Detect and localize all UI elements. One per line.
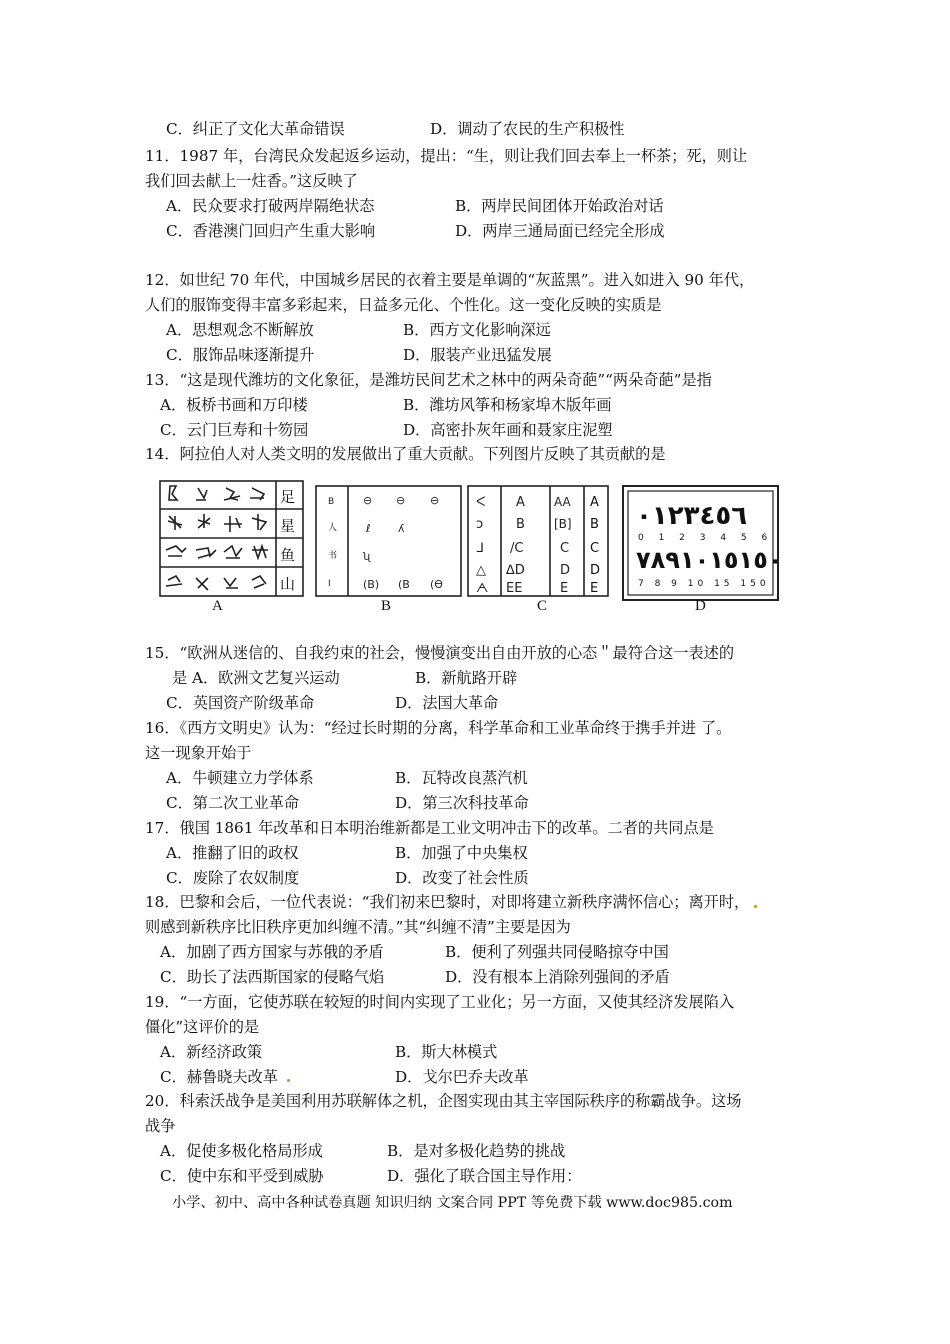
svg-text:⊖: ⊖: [363, 494, 373, 507]
q12-option-c: C．服饰品味逐渐提升: [166, 346, 315, 364]
q12-option-b: B．西方文化影响深远: [403, 321, 551, 339]
q11-option-b: B．两岸民间团体开始政治对话: [455, 197, 664, 215]
svg-text:EE: EE: [506, 581, 523, 596]
svg-text:AA: AA: [554, 495, 571, 509]
q16-option-c: C．第二次工业革命: [166, 794, 300, 812]
svg-text:(B): (B): [363, 578, 380, 591]
q14-image-d-digits-bottom: 7 8 9 10 15 150: [638, 579, 770, 589]
q10-option-d: D．调动了农民的生产积极性: [430, 120, 625, 138]
q20-option-d: D．强化了联合国主导作用：: [387, 1167, 582, 1185]
q15-stem-line1: 15．“欧洲从迷信的、自我约束的社会，慢慢演变出自由开放的心态＂最符合这一表述的: [145, 644, 735, 662]
svg-text:ʯ: ʯ: [363, 550, 371, 563]
svg-text:E: E: [560, 581, 569, 596]
q20-option-a: A．促使多极化格局形成: [160, 1142, 323, 1160]
q19-option-c: C．赫鲁晓夫改革: [160, 1068, 278, 1086]
svg-text:ℓ: ℓ: [366, 522, 371, 535]
q14-image-c-letter-e: E: [590, 581, 599, 596]
q18-option-a: A．加剧了西方国家与苏俄的矛盾: [160, 943, 384, 961]
q14-image-c-table: [468, 486, 608, 596]
q19-option-a: A．新经济政策: [160, 1043, 263, 1061]
q19-stem-line2: 僵化”这评价的是: [145, 1018, 260, 1036]
svg-text:B: B: [328, 497, 335, 507]
q16-stem-line2: 这一现象开始于: [145, 744, 252, 762]
svg-text:∆D: ∆D: [506, 563, 525, 578]
q13-option-b: B．潍坊风筝和杨家埠木版年画: [403, 396, 612, 414]
q16-stem-line1: 16．《西方文明史》认为：“经过长时期的分离，科学革命和工业革命终于携手并进 了。: [145, 719, 732, 737]
q17-option-a: A．推翻了旧的政权: [166, 844, 299, 862]
q13-stem: 13．“这是现代潍坊的文化象征，是潍坊民间艺术之林中的两朵奇葩”“两朵奇葩”是指: [145, 371, 712, 389]
q16-option-a: A．牛顿建立力学体系: [166, 769, 314, 787]
q14-image-c-letter-a: A: [590, 495, 599, 510]
q15-option-b: B．新航路开辟: [415, 669, 518, 687]
q14-image-a-glyph-mountain: 山: [280, 575, 296, 593]
svg-text:[B]: [B]: [554, 517, 572, 531]
q12-stem-line2: 人们的服饰变得丰富多彩起来，日益多元化、个性化。这一变化反映的实质是: [145, 296, 662, 314]
q13-option-c: C．云门巨寿和十笏园: [160, 421, 309, 439]
q14-image-c-letter-c: C: [590, 541, 600, 556]
q11-option-d: D．两岸三通局面已经完全形成: [455, 222, 665, 240]
q20-stem-line2: 战争: [145, 1117, 176, 1135]
q18-stem-line2: 则感到新秩序比旧秩序更加纠缠不清。”其“纠缠不清”主要是因为: [145, 918, 571, 936]
q12-option-d: D．服装产业迅猛发展: [403, 346, 552, 364]
q19-option-d: D．戈尔巴乔夫改革: [395, 1068, 529, 1086]
q20-option-c: C．使中东和平受到威胁: [160, 1167, 324, 1185]
svg-text:⊖: ⊖: [430, 494, 440, 507]
svg-text:٧٨٩١٠١٥١٥٠: ٧٨٩١٠١٥١٥٠: [636, 546, 783, 574]
q13-option-a: A．板桥书画和万印楼: [160, 396, 308, 414]
svg-text:ʎ: ʎ: [398, 522, 405, 535]
q20-option-b: B．是对多极化趋势的挑战: [387, 1142, 566, 1160]
svg-text:人: 人: [328, 523, 338, 533]
svg-text:ᒧ: ᒧ: [476, 541, 484, 556]
svg-text:⊖: ⊖: [396, 494, 406, 507]
svg-text:ↄ: ↄ: [476, 517, 484, 532]
q15-option-d: D．法国大革命: [395, 694, 499, 712]
svg-text:(B: (B: [398, 578, 410, 591]
svg-text:ᐸ: ᐸ: [476, 495, 486, 510]
q17-option-b: B．加强了中央集权: [395, 844, 528, 862]
q17-stem: 17．俄国 1861 年改革和日本明治维新都是工业文明冲击下的改革。二者的共同点是: [145, 819, 714, 837]
q14-label-d: D: [695, 598, 706, 614]
q18-option-d: D．没有根本上消除列强间的矛盾: [445, 968, 670, 986]
svg-text:٠١٢٣٤٥٦: ٠١٢٣٤٥٦: [636, 501, 748, 531]
q14-image-d-digits-top: 0 1 2 3 4 5 6: [638, 533, 774, 543]
svg-text:I: I: [328, 579, 331, 589]
q12-option-a: A．思想观念不断解放: [166, 321, 314, 339]
q14-image-a-glyph-fish: 鱼: [280, 546, 296, 564]
q14-image-c-glyphs: [476, 495, 572, 596]
q11-stem-line1: 11．1987 年，台湾民众发起返乡运动，提出：“生，则让我们回去奉上一杯茶；死，则让: [145, 147, 748, 165]
q14-figure-svg: [158, 478, 783, 620]
q14-stem: 14．阿拉伯人对人类文明的发展做出了重大贡献。下列图片反映了其贡献的是: [145, 445, 666, 463]
page-footer: 小学、初中、高中各种试卷真题 知识归纳 文案合同 PPT 等免费下载 www.doc985.com: [172, 1195, 733, 1211]
q13-option-d: D．高密扑灰年画和聂家庄泥塑: [403, 421, 613, 439]
q10-option-c: C．纠正了文化大革命错误: [166, 120, 345, 138]
svg-text:A: A: [516, 495, 525, 510]
q14-label-c: C: [537, 598, 548, 614]
q19-stem-line1: 19．“一方面，它使苏联在较短的时间内实现了工业化；另一方面，又使其经济发展陷入: [145, 993, 735, 1011]
q18-option-c: C．助长了法西斯国家的侵略气焰: [160, 968, 385, 986]
q18-stem-line1: 18．巴黎和会后，一位代表说：“我们初来巴黎时，对即将建立新秩序满怀信心；离开时，: [145, 893, 750, 911]
q20-stem-line1: 20．科索沃战争是美国利用苏联解体之机，企图实现由其主宰国际秩序的称霸战争。这场: [145, 1092, 742, 1110]
q14-label-a: A: [212, 598, 223, 614]
svg-text:书: 书: [328, 551, 338, 561]
q11-stem-line2: 我们回去献上一炷香。”这反映了: [145, 172, 358, 190]
q14-image-c-letter-d: D: [590, 563, 601, 578]
q17-option-d: D．改变了社会性质: [395, 869, 529, 887]
q16-option-b: B．瓦特改良蒸汽机: [395, 769, 528, 787]
svg-text:ᗅ: ᗅ: [476, 581, 489, 596]
q11-option-c: C．香港澳门回归产生重大影响: [166, 222, 376, 240]
svg-text:△: △: [476, 563, 486, 578]
q14-image-c-letter-b: B: [590, 517, 599, 532]
q14-image-b-glyphs: [328, 494, 443, 591]
svg-text:/C: /C: [510, 541, 524, 556]
q14-image-a-glyph-foot: 足: [280, 488, 296, 506]
q17-option-c: C．废除了农奴制度: [166, 869, 300, 887]
stray-dot-mark: [754, 905, 757, 908]
q15-option-c: C．英国资产阶级革命: [166, 694, 315, 712]
q12-stem-line1: 12．如世纪 70 年代，中国城乡居民的衣着主要是单调的“灰蓝黑”。进入如进入 90 年代，: [145, 271, 755, 289]
q11-option-a: A．民众要求打破两岸隔绝状态: [166, 197, 375, 215]
stray-dot-mark: [287, 1079, 290, 1082]
q14-label-b: B: [381, 598, 392, 614]
svg-text:C: C: [560, 541, 570, 556]
q14-figure: [158, 478, 783, 620]
svg-text:B: B: [516, 517, 525, 532]
q18-option-b: B．便利了列强共同侵略掠夺中国: [445, 943, 669, 961]
q14-image-a-glyph-star: 星: [280, 517, 296, 535]
svg-text:(Ѳ: (Ѳ: [430, 578, 443, 591]
q16-option-d: D．第三次科技革命: [395, 794, 529, 812]
svg-text:D: D: [560, 563, 571, 578]
q19-option-b: B．斯大林模式: [395, 1043, 498, 1061]
q15-stem-line2-option-a: 是 A．欧洲文艺复兴运动: [172, 669, 340, 687]
